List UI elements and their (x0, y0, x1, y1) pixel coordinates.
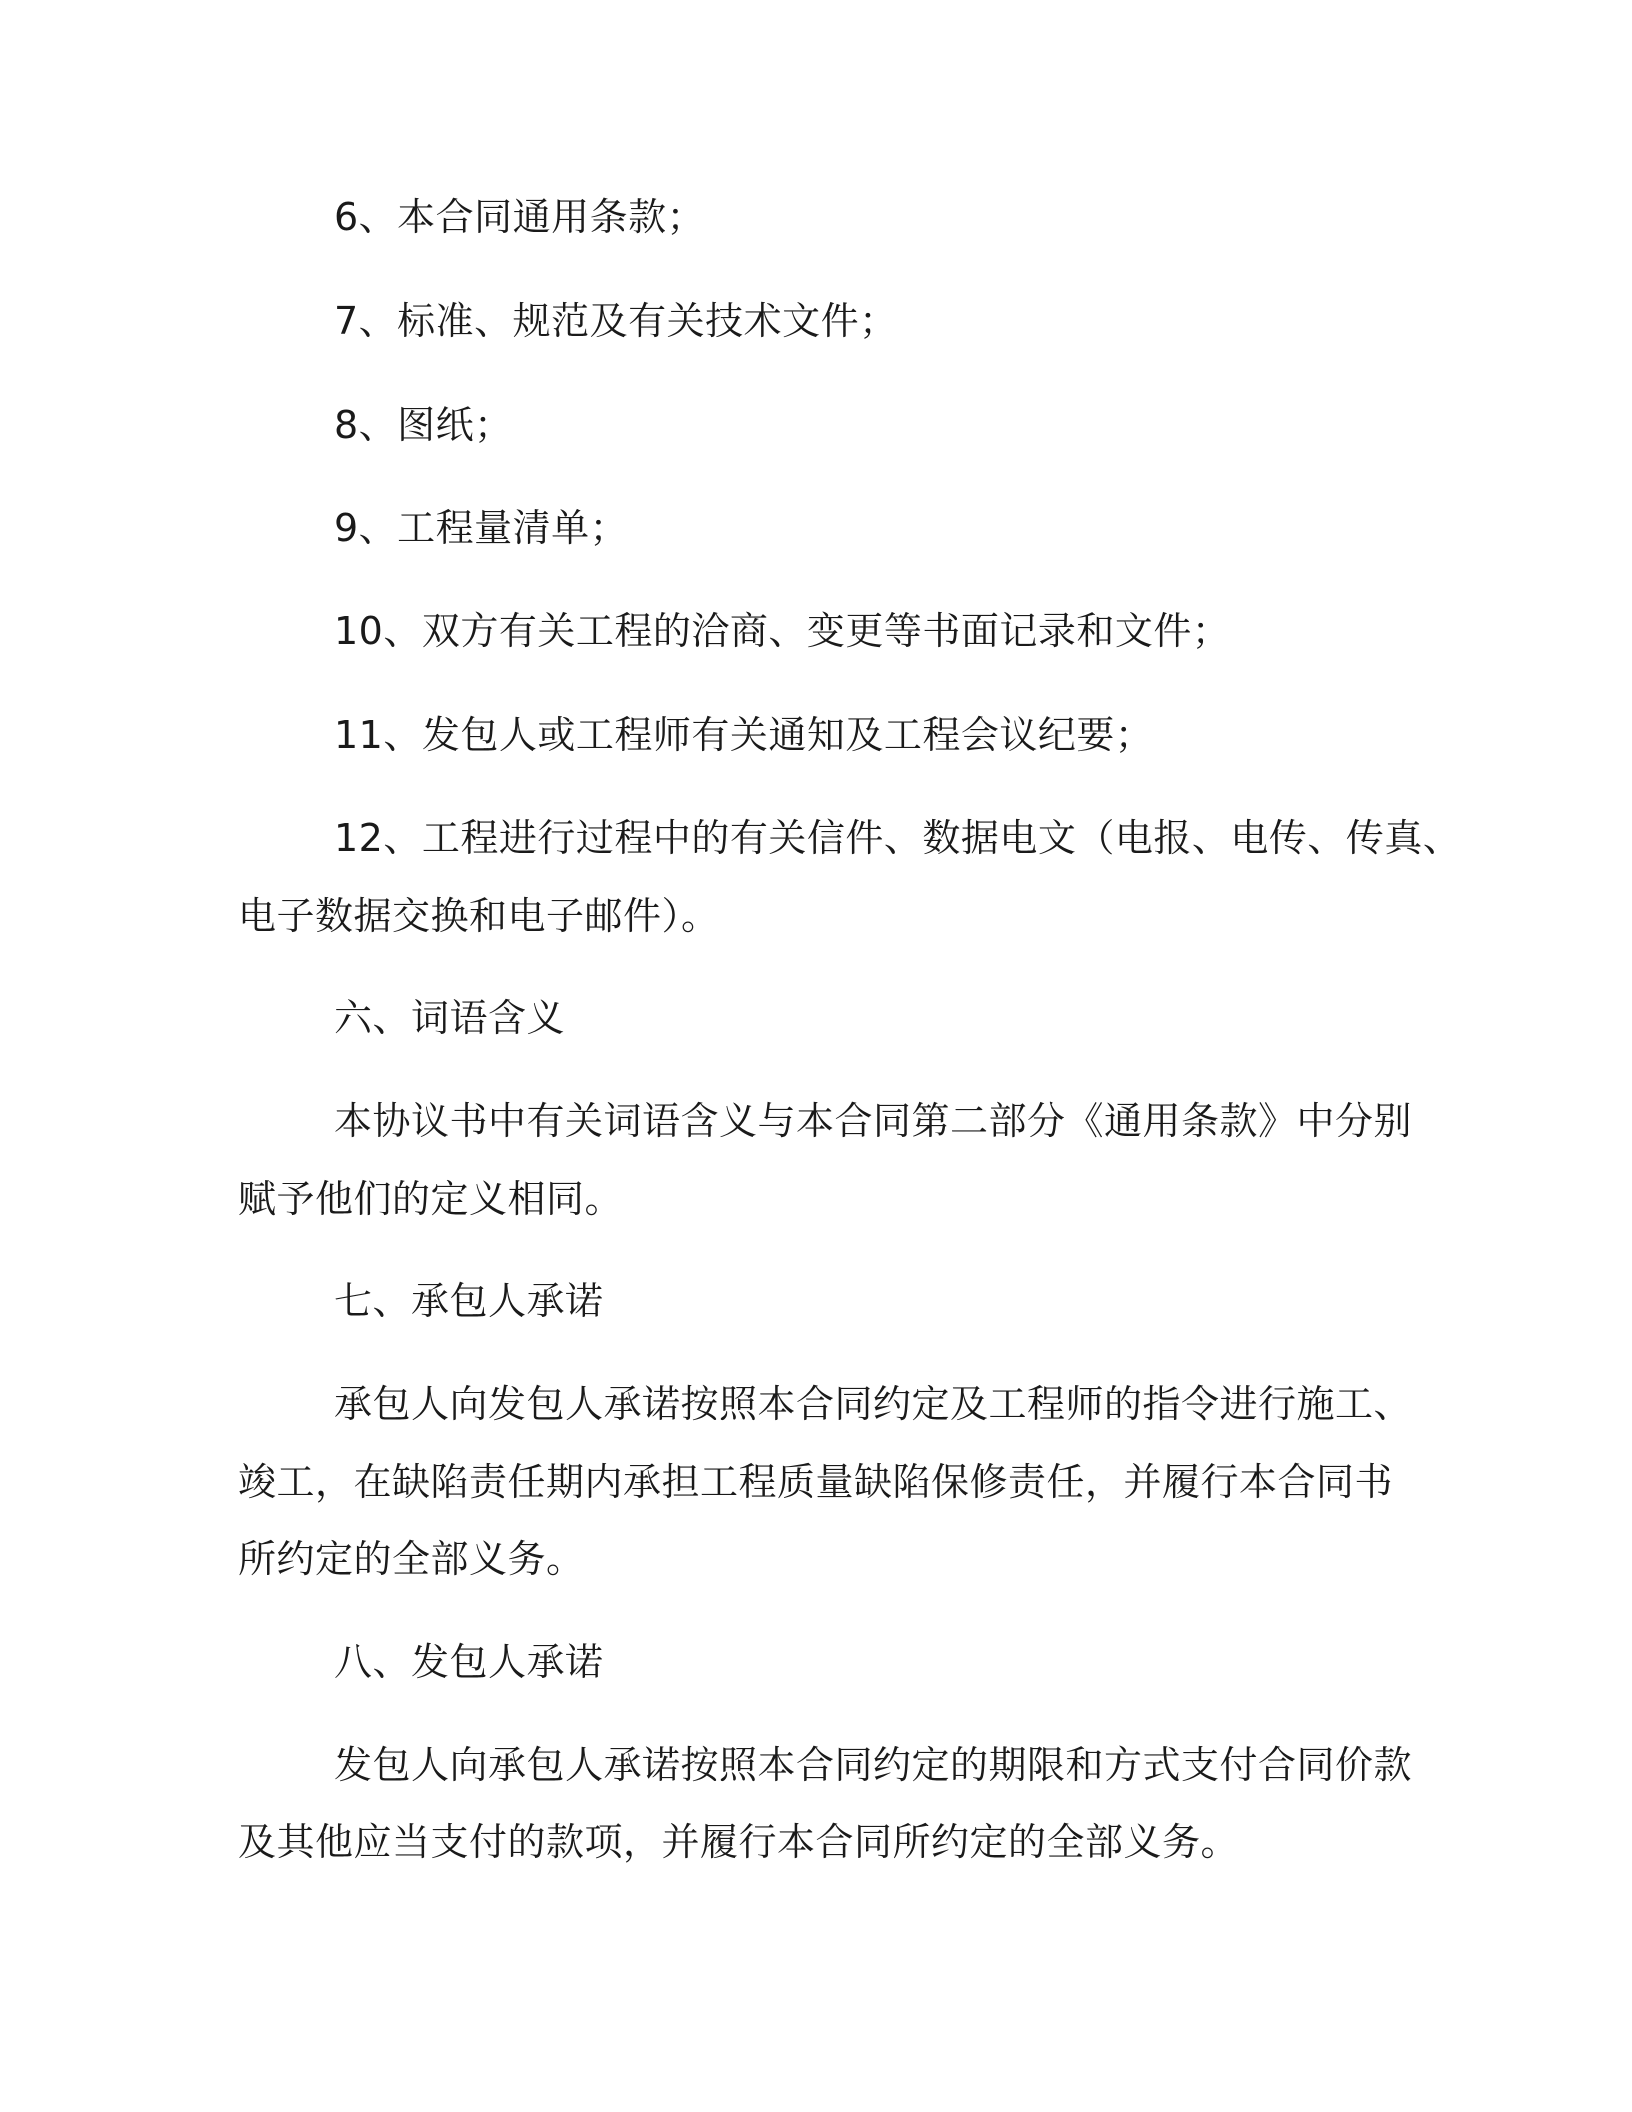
section-8-heading: 八、发包人承诺 (334, 1640, 604, 1684)
section-6-paragraph-line2: 赋予他们的定义相同。 (238, 1177, 624, 1221)
list-item-12-line2: 电子数据交换和电子邮件）。 (238, 894, 720, 938)
section-7-paragraph-line2: 竣工，在缺陷责任期内承担工程质量缺陷保修责任，并履行本合同书 (238, 1460, 1394, 1504)
section-8-paragraph-line2: 及其他应当支付的款项，并履行本合同所约定的全部义务。 (238, 1820, 1240, 1864)
list-item: 10、双方有关工程的洽商、变更等书面记录和文件； (334, 609, 1231, 653)
section-6-paragraph-line1: 本协议书中有关词语含义与本合同第二部分《通用条款》中分别 (334, 1099, 1413, 1143)
list-item: 11、发包人或工程师有关通知及工程会议纪要； (334, 713, 1154, 757)
list-item: 7、标准、规范及有关技术文件； (334, 299, 898, 343)
section-7-paragraph-line3: 所约定的全部义务。 (238, 1537, 585, 1581)
section-7-paragraph-line1: 承包人向发包人承诺按照本合同约定及工程师的指令进行施工、 (334, 1382, 1413, 1426)
section-6-heading: 六、词语含义 (334, 996, 566, 1040)
list-item: 9、工程量清单； (334, 506, 629, 550)
list-item: 6、本合同通用条款； (334, 195, 706, 239)
section-8-paragraph-line1: 发包人向承包人承诺按照本合同约定的期限和方式支付合同价款 (334, 1743, 1413, 1787)
list-item: 8、图纸； (334, 403, 513, 447)
list-item-12-line1: 12、工程进行过程中的有关信件、数据电文（电报、电传、传真、 (334, 816, 1462, 860)
section-7-heading: 七、承包人承诺 (334, 1279, 604, 1323)
